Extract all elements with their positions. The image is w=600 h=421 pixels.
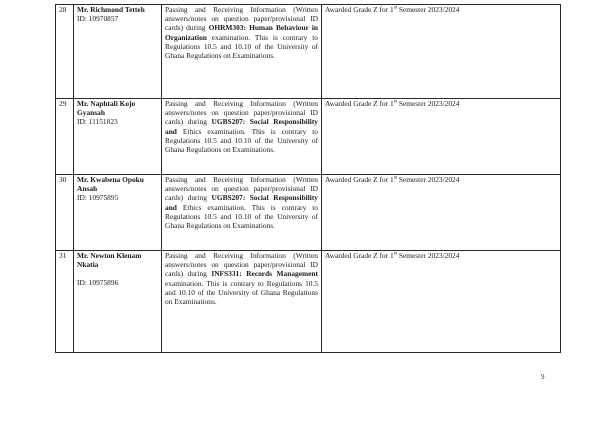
page-number: 9: [541, 373, 545, 381]
course-name: OHRM303: Human Behaviour in Organization: [165, 23, 319, 42]
student-id: ID: 10970857: [77, 14, 119, 24]
sanction-text: Awarded Grade Z for 1: [325, 175, 394, 184]
student-name: Mr. Kwabena Opoku Ansah: [77, 175, 144, 194]
student-cell: [74, 251, 162, 353]
offence-cell: [162, 5, 322, 99]
offence-text: Passing and Receiving Information (Written answers/notes on question paper/provisional ID cards) during: [165, 251, 318, 279]
sanction-superscript: st: [393, 5, 398, 11]
offence-cell: [162, 175, 322, 251]
sanction-text: Semester 2023/2024: [397, 5, 460, 14]
sanction-text: Semester 2023/2024: [397, 175, 460, 184]
course-name: INFS331: Records Management: [211, 269, 319, 279]
sanction-superscript: st: [393, 175, 398, 181]
student-id: ID: 10975895: [77, 193, 119, 203]
table-row: [56, 5, 561, 99]
table-row: [56, 99, 561, 175]
student-name: Mr. Naphtali Kojo Gyansah: [77, 99, 136, 118]
sanction-cell: [322, 175, 561, 251]
student-id: ID: 11151823: [77, 117, 118, 127]
student-name: Mr. Richmond Tetteh: [77, 5, 145, 14]
sanction-text: Awarded Grade Z for 1: [325, 251, 394, 260]
offence-text: Passing and Receiving Information (Written answers/notes on question paper/provisional ID cards) during: [165, 5, 318, 33]
row-number: 30: [56, 175, 74, 251]
table-row: [56, 175, 561, 251]
sanctions-table: [55, 4, 561, 353]
course-name: UGBS207: Social Responsibility and: [165, 193, 318, 212]
sanction-text: Awarded Grade Z for 1: [325, 99, 394, 108]
offence-text: Passing and Receiving Information (Written answers/notes on question paper/provisional ID cards) during: [165, 175, 318, 203]
student-id: ID: 10975896: [77, 278, 119, 288]
student-cell: [74, 5, 162, 99]
offence-text: Passing and Receiving Information (Written answers/notes on question paper/provisional ID cards) during: [165, 99, 318, 127]
row-number: 31: [56, 251, 74, 353]
sanction-superscript: st: [393, 99, 398, 105]
offence-text: Ethics examination. This is contrary to Regulations 10.5 and 10.10 of the University of Ghana Regulations on Examinations.: [165, 202, 318, 231]
table-row: [56, 251, 561, 353]
sanction-superscript: st: [393, 251, 398, 257]
student-name: Mr. Newton Klenam Nkatia: [77, 251, 142, 270]
row-number: 28: [56, 5, 74, 99]
offence-cell: [162, 99, 322, 175]
offence-text: examination. This is contrary to Regulations 10.5 and 10.10 of the University of Ghana Regulations on Examinations.: [165, 278, 318, 307]
sanction-text: Awarded Grade Z for 1: [325, 5, 394, 14]
sanction-cell: [322, 5, 561, 99]
student-cell: [74, 175, 162, 251]
sanction-text: Semester 2023/2024: [397, 99, 460, 108]
offence-text: examination. This is contrary to Regulations 10.5 and 10.10 of the University of Ghana Regulations on Examinations.: [165, 32, 318, 61]
offence-cell: [162, 251, 322, 353]
offence-text: Ethics examination. This is contrary to Regulations 10.5 and 10.10 of the University of Ghana Regulations on Examinations.: [165, 126, 318, 155]
spacer: [77, 269, 158, 278]
row-number: 29: [56, 99, 74, 175]
sanction-cell: [322, 99, 561, 175]
sanction-cell: [322, 251, 561, 353]
course-name: UGBS207: Social Responsibility and: [165, 117, 318, 136]
sanction-text: Semester 2023/2024: [397, 251, 460, 260]
student-cell: [74, 99, 162, 175]
